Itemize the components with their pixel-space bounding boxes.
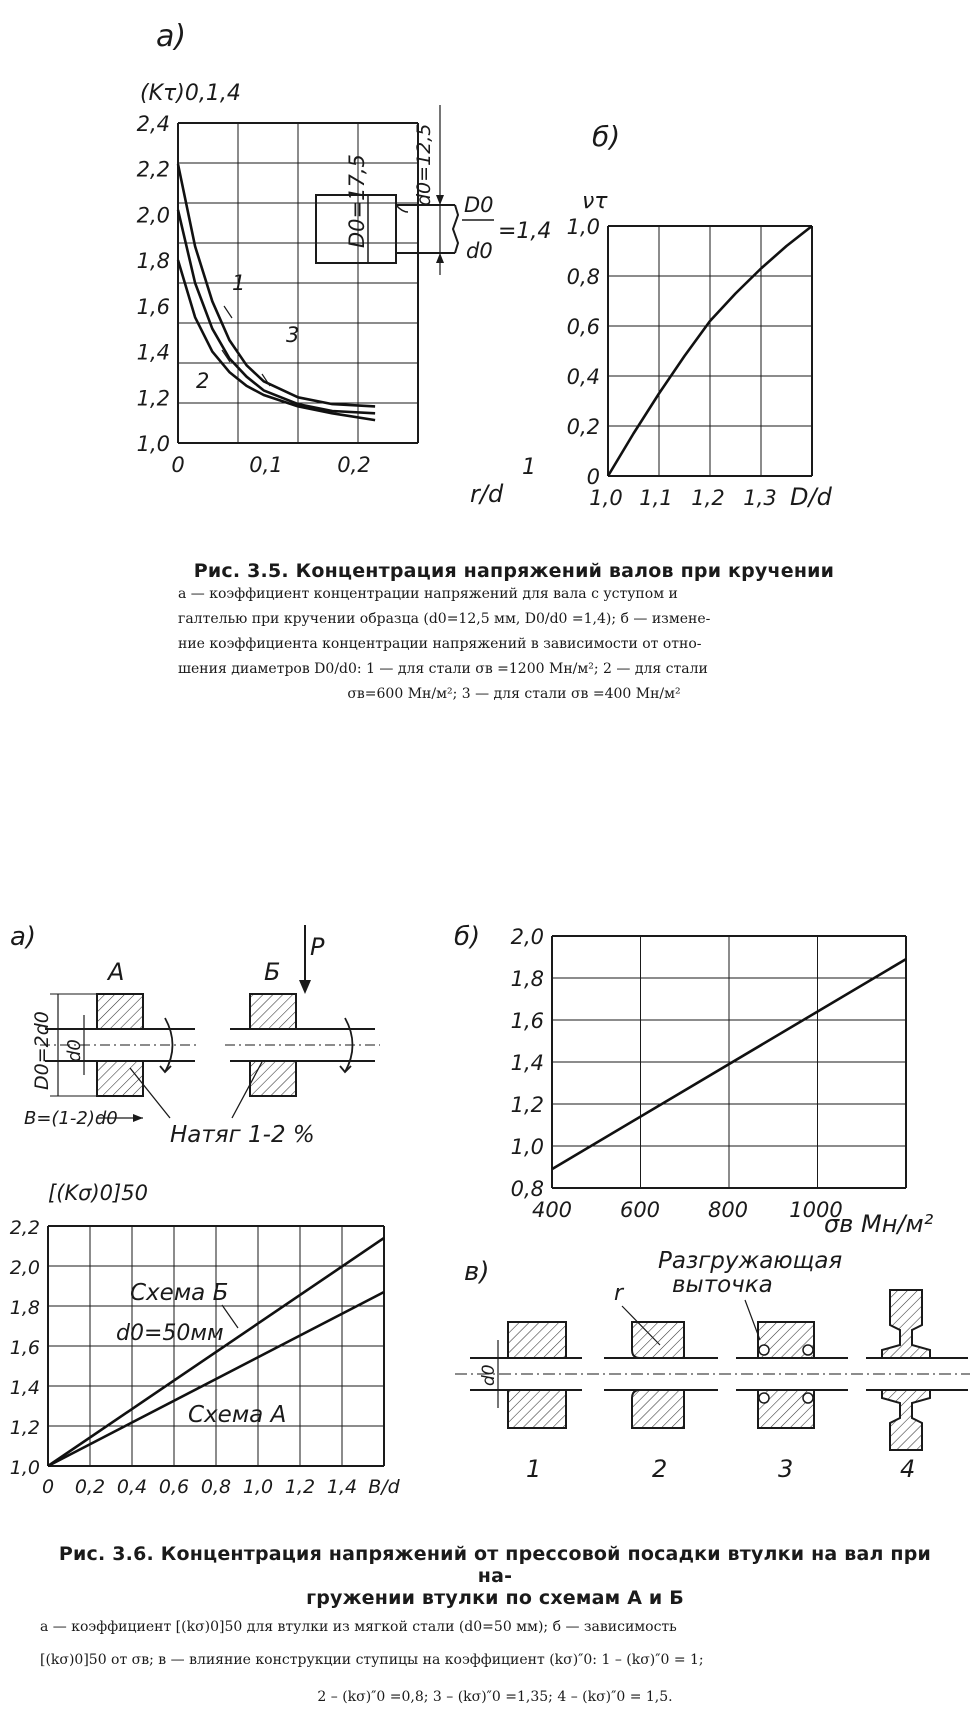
fig35b-ylabel: ντ (582, 189, 608, 214)
fig36a-ylabel: [(Kσ)0]50 (48, 1181, 148, 1205)
fig36b-plot (511, 925, 906, 1222)
x-tick-label: 800 (707, 1198, 749, 1222)
fig36-caption-title-2: гружении втулки по схемам А и Б (306, 1587, 684, 1609)
fig35-panel-b-letter: б) (592, 120, 621, 153)
y-tick-label: 1,0 (9, 1457, 40, 1479)
y-tick-label: 1,8 (510, 967, 544, 991)
fig36-caption (40, 1543, 950, 1710)
fig35a-ylabel: (Kτ)0,1,4 (140, 81, 241, 106)
y-tick-label: 0,6 (566, 315, 600, 339)
hub-B-bottom (250, 1061, 296, 1096)
variant-4 (866, 1290, 968, 1450)
v2-hub-bottom (632, 1390, 684, 1428)
x-tick-label: 0,6 (158, 1476, 190, 1498)
x-tick-label: 1,4 (326, 1476, 358, 1498)
series-label: 2 (196, 369, 210, 393)
variant-label-3: 3 (778, 1455, 794, 1483)
y-tick-label: 1,4 (9, 1377, 40, 1399)
fig36-caption-line-1: а — коэффициент [(kσ)0]50 для втулки из мягкой стали (d0=50 мм); б — зависимость (40, 1619, 677, 1635)
d0-value-label: d0=50мм (116, 1321, 224, 1346)
x-tick-label: 0,2 (337, 453, 371, 477)
fig35-panel-a (137, 19, 552, 508)
x-tick-label: 0,8 (200, 1476, 232, 1498)
B-arrow (133, 1114, 143, 1122)
x-tick-label: 1,3 (743, 486, 777, 510)
variant-2 (604, 1322, 718, 1428)
torque-arrowhead-B (340, 1066, 351, 1072)
fig36-panel-b (454, 922, 934, 1238)
d0-label: d0=12,5 (413, 123, 435, 206)
fig36-panel-a-chart (10, 1181, 401, 1498)
fig35-caption-line-5: σв=600 Мн/м²; 3 — для стали σв =400 Мн/м² (347, 686, 681, 702)
fig36-caption-line-2: [(kσ)0]50 от σв; в — влияние конструкции ступицы на коэффициент (kσ)″0: 1 – (kσ)″0 = 1; (40, 1652, 704, 1668)
fig35-caption-line-3: ние коэффициента концентрации напряжений в зависимости от отно- (178, 636, 702, 652)
variant-label-2: 2 (652, 1455, 668, 1483)
v3-groove-top-left (759, 1345, 769, 1355)
y-tick-label: 0,8 (566, 265, 600, 289)
D0-equals-label: D0=2d0 (31, 1011, 53, 1090)
r-label: r (614, 1281, 624, 1306)
fig36a-plot (10, 1217, 401, 1498)
y-tick-label: 1,4 (136, 340, 170, 365)
schema-A-letter: А (108, 958, 125, 986)
razgr-label-2: выточка (672, 1272, 773, 1298)
x-tick-label: 600 (619, 1198, 661, 1222)
y-tick-label: 1,0 (510, 1135, 544, 1159)
y-tick-label: 2,2 (136, 157, 170, 182)
torque-arrowhead-A (160, 1066, 171, 1072)
y-tick-label: 1,0 (566, 215, 600, 239)
y-tick-label: 1,2 (9, 1417, 40, 1439)
y-tick-label: 2,2 (9, 1217, 40, 1239)
fig35-panel-a-letter: а) (156, 19, 187, 54)
hub-A-top (97, 994, 143, 1029)
schema-B-curve-label: Схема Б (130, 1280, 229, 1306)
schema-A-curve-label: Схема А (188, 1402, 287, 1428)
x-tick-label: 1,1 (639, 486, 673, 510)
hub-B-top (250, 994, 296, 1029)
ratio-value: =1,4 (498, 219, 552, 244)
x-tick-label: 0 (41, 1476, 55, 1498)
B-label: B=(1-2)d0 (24, 1108, 118, 1129)
fig36-caption-title-1: Рис. 3.6. Концентрация напряжений от прессовой посадки втулки на вал при на- (58, 1543, 932, 1587)
force-P-label: P (310, 933, 325, 961)
y-tick-label: 1,8 (9, 1297, 40, 1319)
fig35-caption-line-4: шения диаметров D0/d0: 1 — для стали σв =1200 Мн/м²; 2 — для стали (178, 661, 708, 677)
x-tick-label: 1,2 (284, 1476, 316, 1498)
natyag-label: Натяг 1-2 % (170, 1122, 315, 1148)
y-tick-label: 1,0 (136, 432, 170, 456)
y-tick-label: 0 (586, 465, 600, 489)
v3-groove-top-right (803, 1345, 813, 1355)
series-label: 3 (286, 323, 300, 347)
v2-hub-top (632, 1322, 684, 1358)
series-label: 1 (232, 271, 246, 295)
v1-d0-label: d0 (479, 1364, 499, 1386)
fig36-panel-c (455, 1248, 970, 1483)
y-tick-label: 1,4 (510, 1051, 544, 1075)
fig35a-plot (137, 112, 418, 477)
fig35-caption-line-2: галтелью при кручении образца (d0=12,5 мм, D0/d0 =1,4); б — измене- (178, 611, 711, 627)
x-tick-label: 1000 (789, 1198, 843, 1222)
y-tick-label: 0,8 (510, 1177, 544, 1201)
y-tick-label: 2,0 (510, 925, 544, 949)
fig35a-xlabel: r/d (470, 480, 504, 508)
x-tick-label: 1,2 (691, 486, 725, 510)
y-tick-label: 0,2 (566, 415, 600, 439)
y-tick-label: 2,4 (136, 112, 170, 136)
variant-label-4: 4 (900, 1455, 916, 1483)
fig36-panel-b-letter: б) (454, 922, 481, 952)
y-tick-label: 1,2 (136, 386, 170, 411)
fig35-caption-line-1: а — коэффициент концентрации напряжений для вала с уступом и (178, 586, 678, 602)
x-tick-label: 1,0 (589, 486, 623, 510)
x-tick-label: 1,0 (242, 1476, 274, 1498)
y-tick-label: 1,6 (136, 294, 170, 319)
x-tick-label: 0,1 (249, 453, 283, 477)
fig36-panel-c-letter: в) (464, 1257, 490, 1287)
y-tick-label: 2,0 (9, 1257, 40, 1279)
d0-arrow-top (436, 195, 444, 205)
fig35-caption-title: Рис. 3.5. Концентрация напряжений валов при кручении (193, 560, 835, 582)
fig36-panel-a-letter: а) (10, 922, 37, 952)
variant-label-1: 1 (526, 1455, 542, 1483)
v1-hub-bottom (508, 1390, 566, 1428)
fig36-panel-a-diagram (10, 922, 380, 1148)
y-tick-label: 1,2 (510, 1093, 544, 1117)
fig35-caption (178, 560, 850, 707)
y-tick-label: 1,8 (136, 249, 170, 274)
x-tick-label: B/d (368, 1476, 400, 1498)
v1-hub-top (508, 1322, 566, 1358)
y-tick-label: 1,6 (9, 1337, 40, 1359)
y-tick-label: 0,4 (566, 365, 600, 389)
fig35a-side-mark: 1 (522, 455, 536, 480)
y-tick-label: 1,6 (510, 1009, 544, 1033)
v3-groove-bottom-right (803, 1393, 813, 1403)
force-arrowhead (299, 980, 311, 994)
shaft-inset (316, 105, 551, 275)
schema-B-leader (222, 1305, 238, 1328)
hub-A-bottom (97, 1061, 143, 1096)
x-tick-label: 0 (171, 453, 185, 477)
y-tick-label: 2,0 (136, 203, 170, 228)
fig35-panel-b (567, 120, 833, 511)
d0-arrow-bottom (436, 253, 444, 263)
v4-hub-bottom (882, 1390, 930, 1450)
ratio-numerator: D0 (464, 193, 494, 217)
fig36-caption-line-3: 2 – (kσ)″0 =0,8; 3 – (kσ)″0 =1,35; 4 – (kσ)″0 = 1,5. (317, 1689, 673, 1705)
fig35b-plot (567, 215, 812, 510)
fig35b-xlabel: D/d (790, 483, 832, 511)
v4-hub-top (882, 1290, 930, 1358)
razgr-label-1: Разгружающая (658, 1248, 843, 1274)
d0-small-label: d0 (64, 1039, 85, 1062)
variant-3 (736, 1322, 848, 1428)
v3-groove-bottom-left (759, 1393, 769, 1403)
x-tick-label: 0,2 (74, 1476, 106, 1498)
series-leader (224, 306, 232, 318)
ratio-denominator: d0 (466, 239, 493, 263)
x-tick-label: 0,4 (116, 1476, 148, 1498)
fig36b-xlabel: σв Мн/м² (824, 1210, 934, 1238)
variant-1 (470, 1322, 582, 1428)
D0-label: D0=17,5 (345, 154, 369, 248)
shaft-fillet (396, 205, 408, 212)
x-tick-label: 400 (531, 1198, 573, 1222)
schema-B-letter: Б (264, 958, 281, 986)
